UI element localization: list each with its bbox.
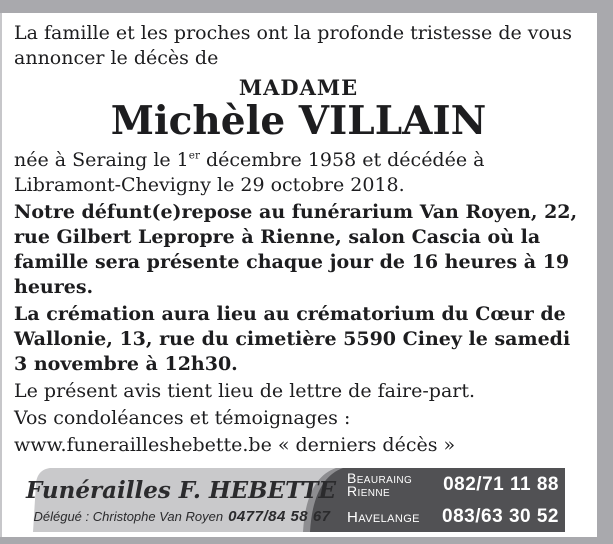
funeral-home-name-block <box>25 473 337 507</box>
intro-text: La famille et les proches ont la profonde tristesse de vous annoncer le décès de <box>14 22 572 69</box>
delegate-phone: 0477/84 58 67 <box>228 508 331 525</box>
birth-death-suffix: décembre 1958 et décédée à Libramont-Chevigny le 29 octobre 2018. <box>14 149 485 196</box>
birth-death-text <box>14 148 583 198</box>
location-phone-havelange: 083/63 30 52 <box>442 506 559 527</box>
location-names <box>347 472 412 498</box>
faire-part-text: Le présent avis tient lieu de lettre de faire-part. <box>14 380 476 402</box>
page-margin-bottom <box>0 537 613 544</box>
ordinal-superscript: er <box>188 149 200 162</box>
location-phone-beauraing-rienne: 082/71 11 88 <box>443 474 559 495</box>
obituary-notice <box>2 13 597 537</box>
repose-info-text: Notre défunt(e)repose au funérarium Van Royen, 22, rue Gilbert Lepropre à Rienne, salon Cascia où la famille sera présente chaque jour de 16 heures à 19 heures. <box>14 201 578 298</box>
location-name-havelange: Havelange <box>347 508 420 526</box>
delegate-line <box>33 508 331 525</box>
locations-panel <box>347 472 559 528</box>
location-name-beauraing: Beauraing <box>347 470 413 486</box>
website-text: www.funerailleshebette.be « derniers décès » <box>14 434 456 456</box>
funeral-home-banner <box>25 468 565 532</box>
page-margin-top <box>0 0 613 13</box>
delegate-label: Délégué : Christophe Van Royen <box>33 509 224 524</box>
birth-death-prefix: née à Seraing le 1 <box>14 149 189 171</box>
page-margin-right <box>597 0 613 544</box>
honorific-title: MADAME <box>238 75 359 100</box>
cremation-info-text: La crémation aura lieu au crématorium du Cœur de Wallonie, 13, rue du cimetière 5590 Ciney le samedi 3 novembre à 12h30. <box>14 303 571 375</box>
location-row-havelange <box>347 506 559 528</box>
location-row-beauraing-rienne <box>347 472 559 498</box>
location-name-rienne: Rienne <box>347 483 391 499</box>
deceased-name: Michèle VILLAIN <box>110 98 487 144</box>
funeral-home-name: Funérailles F. HEBETTE <box>25 476 337 504</box>
condolences-text: Vos condoléances et témoignages : <box>14 407 351 429</box>
